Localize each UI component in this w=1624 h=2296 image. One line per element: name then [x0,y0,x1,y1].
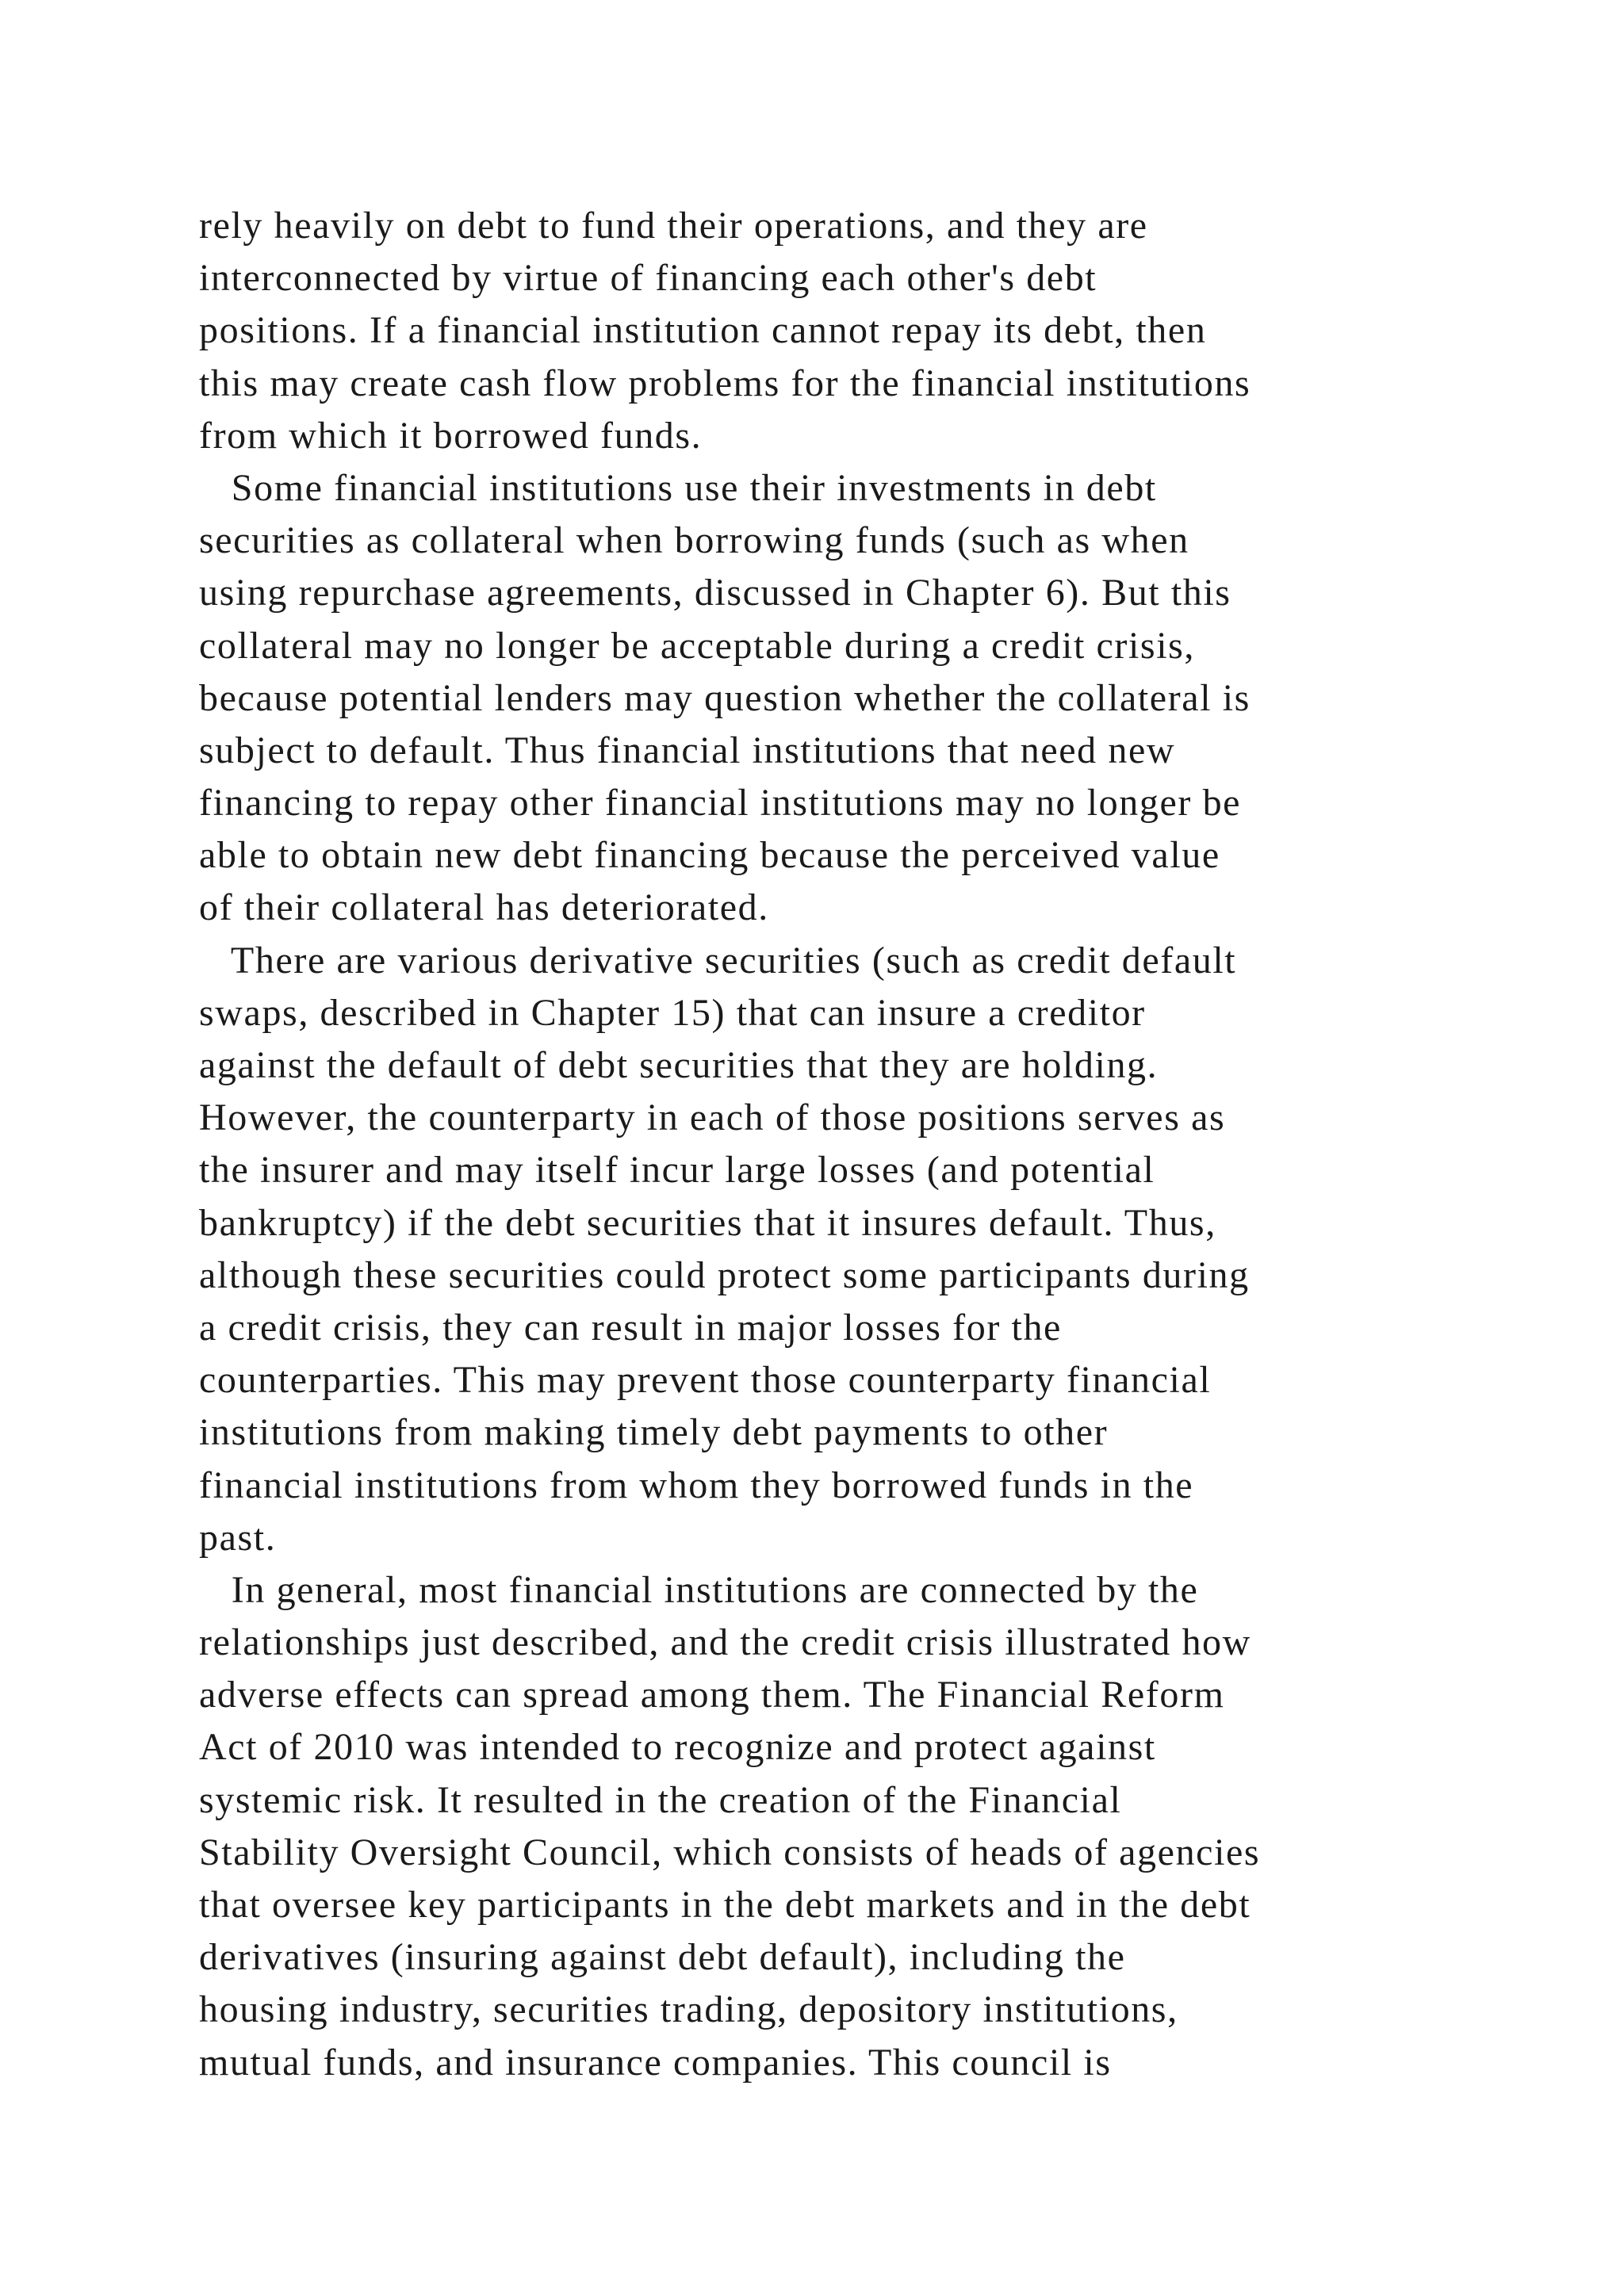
text-line: a credit crisis, they can result in major losses for the [199,1306,1062,1349]
text-line: Act of 2010 was intended to recognize and protect against [199,1726,1156,1769]
text-line: although these securities could protect some participants during [199,1253,1250,1296]
text-line: housing industry, securities trading, depository institutions, [199,1988,1178,2031]
text-line: able to obtain new debt financing because the perceived value [199,834,1220,877]
text-line: counterparties. This may prevent those counterparty financial [199,1359,1212,1402]
text-line: interconnected by virtue of financing each other's debt [199,257,1097,300]
text-line: because potential lenders may question whether the collateral is [199,676,1251,719]
text-line: financial institutions from whom they borrowed funds in the [199,1464,1194,1506]
body-text [199,200,1611,2089]
text-line: derivatives (insuring against debt default), including the [199,1936,1126,1979]
text-line: the insurer and may itself incur large losses (and potential [199,1149,1155,1192]
text-line: financing to repay other financial institutions may no longer be [199,782,1242,825]
text-line: relationships just described, and the credit crisis illustrated how [199,1621,1251,1664]
text-line: using repurchase agreements, discussed in Chapter 6). But this [199,572,1231,614]
text-line: from which it borrowed funds. [199,414,703,457]
text-line: past. [199,1516,277,1559]
text-line: adverse effects can spread among them. The Financial Reform [199,1674,1225,1716]
text-line: positions. If a financial institution cannot repay its debt, then [199,309,1207,352]
text-line: against the default of debt securities that they are holding. [199,1044,1159,1086]
text-line: institutions from making timely debt payments to other [199,1411,1109,1454]
text-line: of their collateral has deteriorated. [199,886,769,929]
text-line: In general, most financial institutions are connected by the [199,1568,1199,1611]
text-line: securities as collateral when borrowing funds (such as when [199,519,1189,562]
text-line: swaps, described in Chapter 15) that can insure a creditor [199,991,1146,1034]
text-line: collateral may no longer be acceptable during a credit crisis, [199,624,1196,667]
text-line: subject to default. Thus financial institutions that need new [199,729,1176,771]
text-line: mutual funds, and insurance companies. This council is [199,2041,1112,2084]
text-line: There are various derivative securities (such as credit default [199,939,1237,982]
text-line: However, the counterparty in each of those positions serves as [199,1096,1226,1139]
text-line: Stability Oversight Council, which consists of heads of agencies [199,1831,1261,1873]
text-line: rely heavily on debt to fund their operations, and they are [199,205,1148,247]
text-line: bankruptcy) if the debt securities that it insures default. Thus, [199,1201,1216,1244]
text-line: Some financial institutions use their investments in debt [199,466,1157,509]
text-line: this may create cash flow problems for the financial institutions [199,362,1251,404]
text-line: that oversee key participants in the debt markets and in the debt [199,1884,1251,1926]
text-line: systemic risk. It resulted in the creation of the Financial [199,1778,1122,1821]
